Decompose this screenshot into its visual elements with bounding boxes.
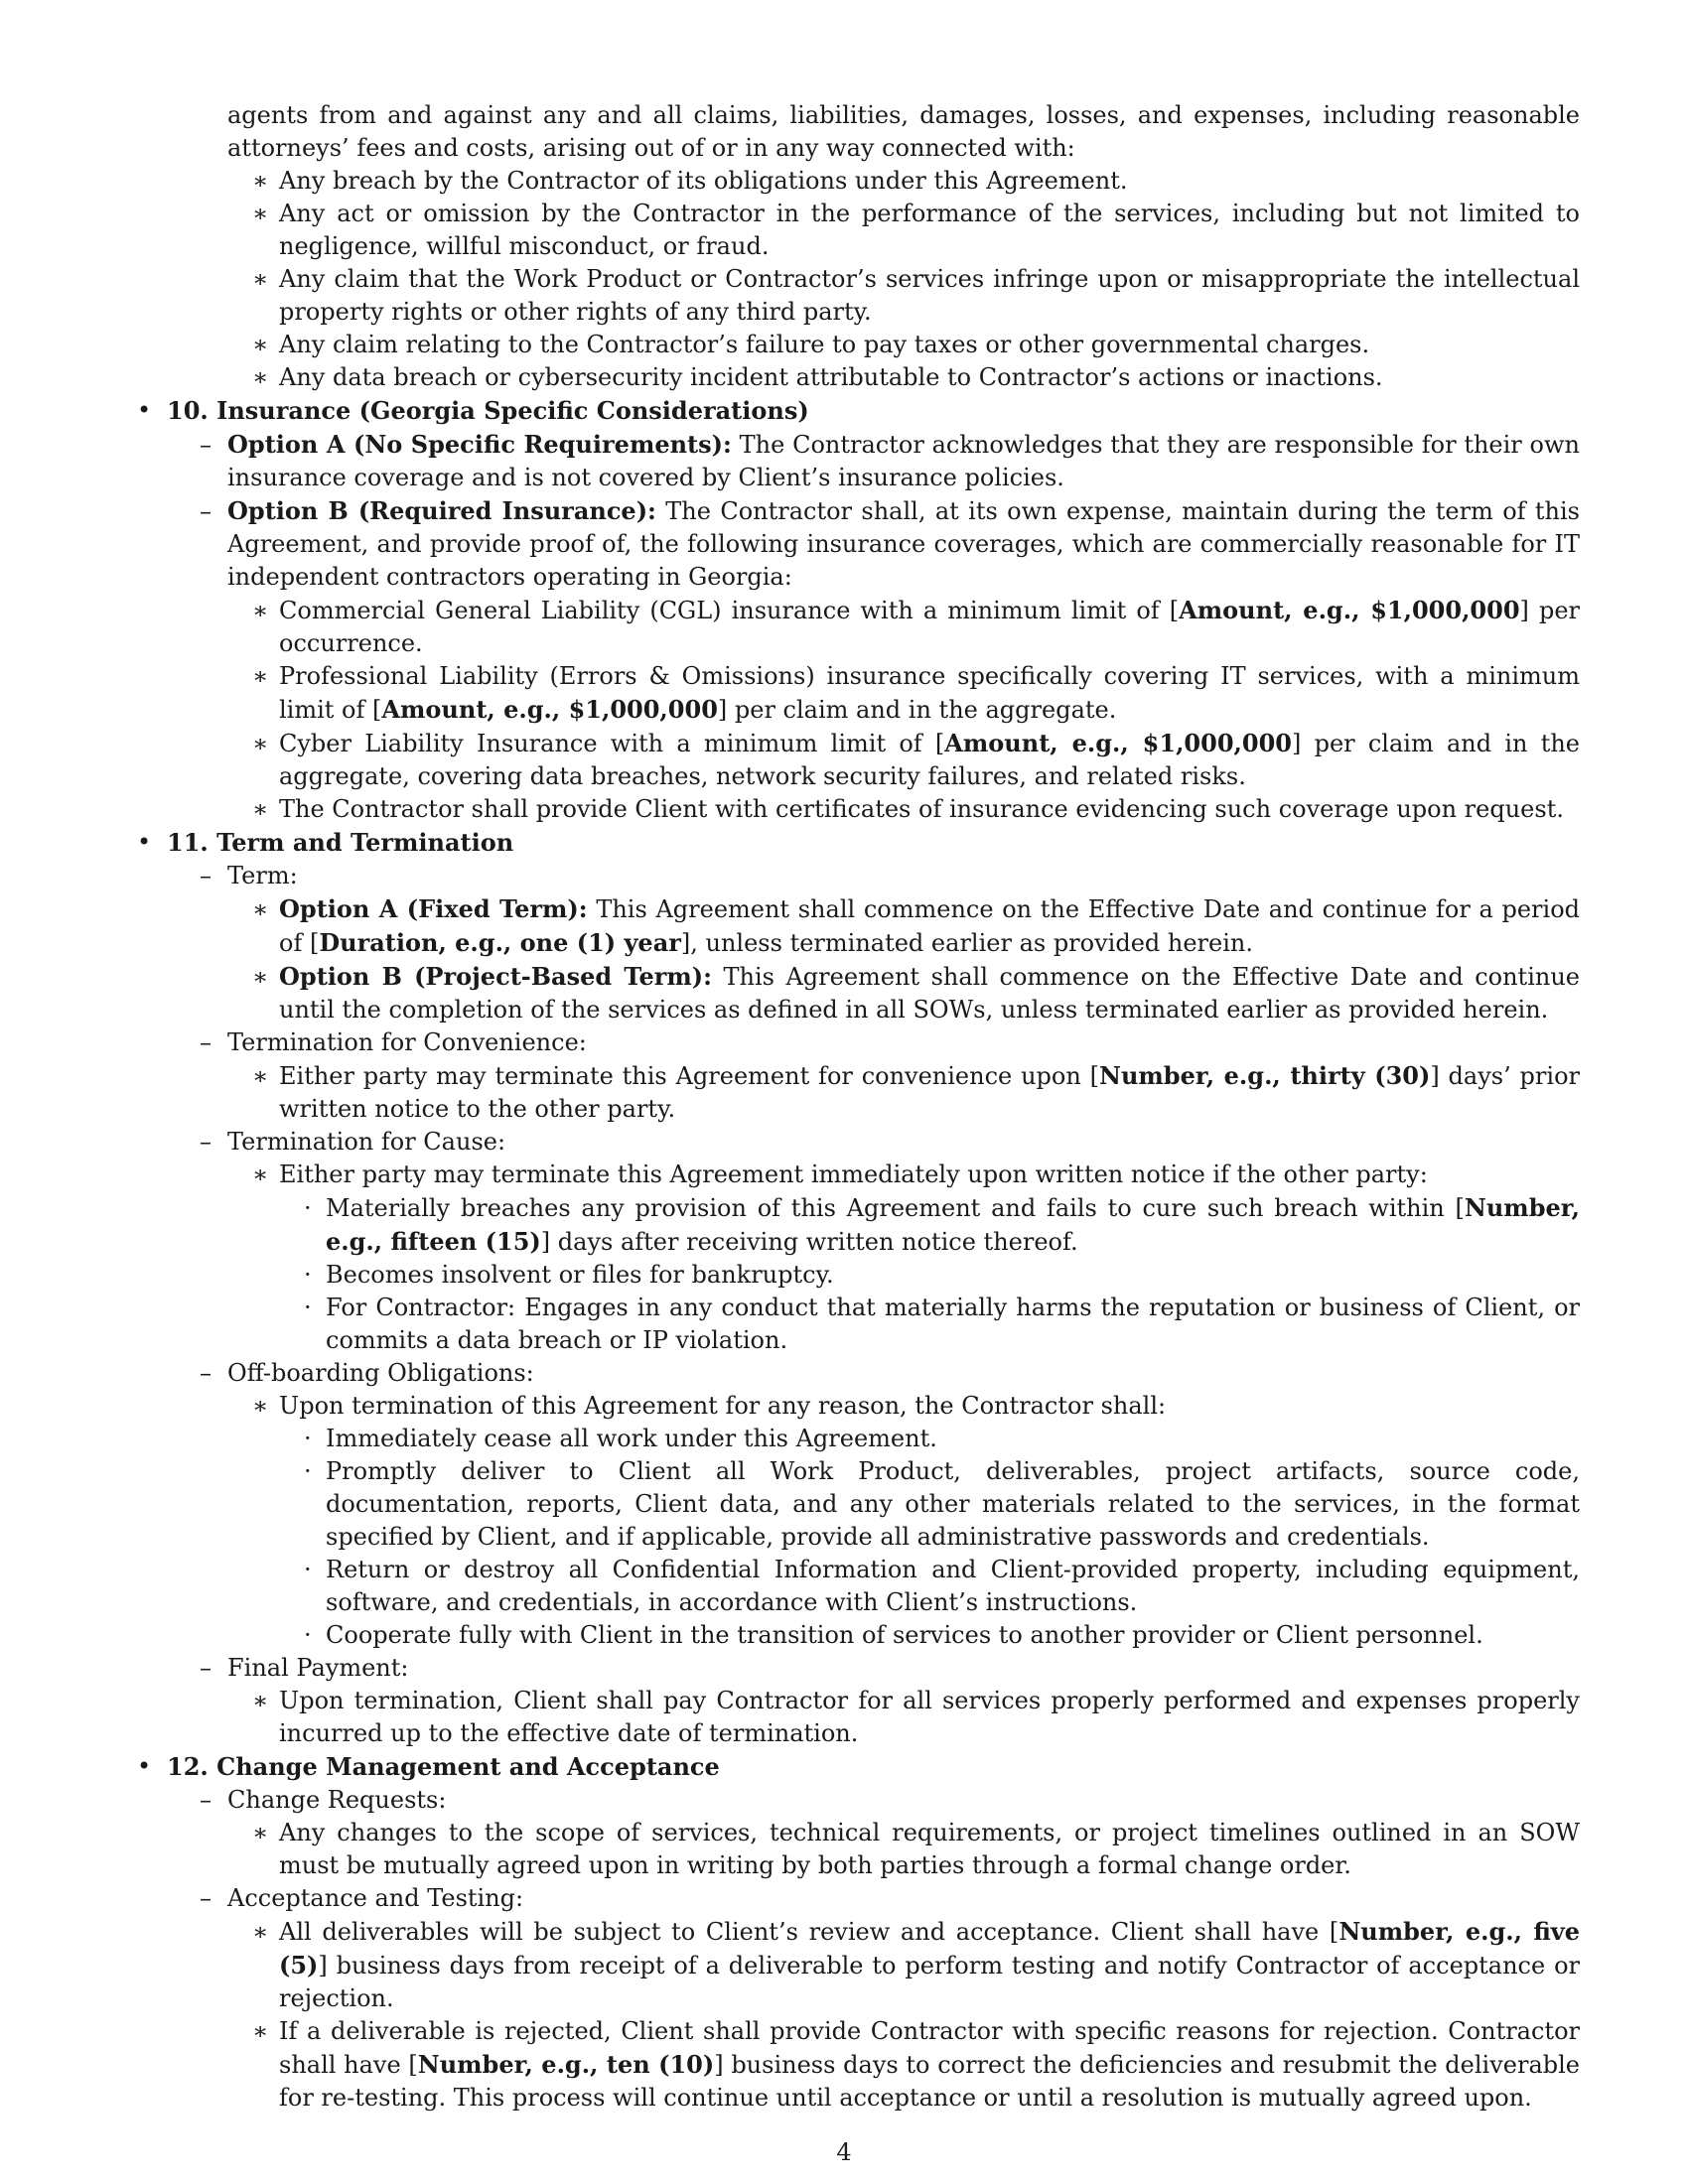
list-item: ∗ Option A (Fixed Term): This Agreement shall commence on the Effective Date and continue for a period of [Duration, e.g., one (1) year], unless terminated earlier as provided herein.: [252, 894, 1581, 957]
indemnity-continuation: agents from and against any and all claims, liabilities, damages, losses, and expenses, including reasonable attorneys’ fees and costs, arising out of or in any way connected with:: [227, 101, 1580, 162]
list-item: ∗ Commercial General Liability (CGL) insurance with a minimum limit of [Amount, e.g., $1,000,000] per occurrence.: [252, 596, 1581, 657]
list-item: ∗ Any act or omission by the Contractor in the performance of the services, including but not limited to negligence, willful misconduct, or fraud.: [252, 200, 1580, 260]
insurance-option-b: – Option B (Required Insurance): The Contractor shall, at its own expense, maintain during the term of this Agreement, and provide proof of, the following insurance coverages, which are commercially reasonable for IT independent contractors operating in Georgia:: [200, 496, 1580, 591]
list-item: ∗ If a deliverable is rejected, Client shall provide Contractor with specific reasons for rejection. Contractor shall have [Number, e.g., ten (10)] business days to correct the deficiencies and resubmit the deliverable for re-testing. This process will continue until acceptance or until a resolution is mutually agreed upon.: [252, 2017, 1580, 2112]
section-10-heading: • 10. Insurance (Georgia Specific Considerations): [137, 396, 809, 425]
bullet-icon: •: [137, 396, 152, 424]
list-item: ∗ Professional Liability (Errors & Omissions) insurance specifically covering IT services, with a minimum limit of [Amount, e.g., $1,000,000] per claim and in the aggregate.: [252, 662, 1580, 724]
list-item: ∗ Any claim relating to the Contractor’s failure to pay taxes or other governmental charges.: [252, 331, 1370, 358]
termination-convenience-label: – Termination for Convenience:: [200, 1028, 587, 1056]
list-item: · Cooperate fully with Client in the transition of services to another provider or Client personnel.: [304, 1621, 1483, 1649]
list-item: · For Contractor: Engages in any conduct that materially harms the reputation or business of Client, or commits a data breach or IP violation.: [304, 1294, 1580, 1354]
list-item: ∗ Cyber Liability Insurance with a minimum limit of [Amount, e.g., $1,000,000] per claim and in the aggregate, covering data breaches, network security failures, and related risks.: [252, 729, 1580, 790]
list-item: ∗ Upon termination, Client shall pay Contractor for all services properly performed and expenses properly incurred up to the effective date of termination.: [252, 1687, 1580, 1747]
document-body: [0, 99, 1688, 2115]
insurance-option-a: – Option A (No Specific Requirements): The Contractor acknowledges that they are responsible for their own insurance coverage and is not covered by Client’s insurance policies.: [200, 430, 1580, 491]
list-item: · Immediately cease all work under this Agreement.: [304, 1425, 937, 1452]
list-item: ∗ Upon termination of this Agreement for any reason, the Contractor shall:: [252, 1392, 1167, 1420]
list-item: ∗ Either party may terminate this Agreement for convenience upon [Number, e.g., thirty (30)] days’ prior written notice to the other party.: [252, 1061, 1580, 1123]
section-11-heading: • 11. Term and Termination: [137, 828, 514, 857]
list-item: · Promptly deliver to Client all Work Product, deliverables, project artifacts, source code, documentation, reports, Client data, and any other materials related to the services, in the format specified by Client, and if applicable, provide all administrative passwords and credentials.: [304, 1457, 1580, 1551]
list-item: ∗ Any claim that the Work Product or Contractor’s services infringe upon or misappropriate the intellectual property rights or other rights of any third party.: [252, 265, 1580, 326]
final-payment-label: – Final Payment:: [200, 1654, 409, 1682]
list-item: ∗ Any changes to the scope of services, technical requirements, or project timelines outlined in an SOW must be mutually agreed upon in writing by both parties through a formal change order.: [252, 1819, 1580, 1879]
term-label: – Term:: [200, 862, 298, 889]
change-requests-label: – Change Requests:: [200, 1786, 447, 1814]
termination-cause-label: – Termination for Cause:: [200, 1128, 506, 1156]
list-item: ∗ Either party may terminate this Agreement immediately upon written notice if the other party:: [252, 1160, 1428, 1188]
list-item: · Becomes insolvent or files for bankruptcy.: [304, 1261, 834, 1289]
bullet-icon: •: [137, 828, 152, 856]
list-item: · Return or destroy all Confidential Information and Client-provided property, including equipment, software, and credentials, in accordance with Client’s instructions.: [304, 1556, 1580, 1616]
bullet-icon: •: [137, 1752, 152, 1780]
offboarding-label: – Off-boarding Obligations:: [200, 1359, 534, 1387]
section-12-heading: • 12. Change Management and Acceptance: [137, 1752, 720, 1781]
list-item: ∗ Option B (Project-Based Term): This Agreement shall commence on the Effective Date and continue until the completion of the services as defined in all SOWs, unless terminated earlier as provided herein.: [252, 962, 1580, 1024]
acceptance-testing-label: – Acceptance and Testing:: [200, 1884, 524, 1912]
page-number: 4: [836, 2138, 852, 2166]
list-item: ∗ Any breach by the Contractor of its obligations under this Agreement.: [252, 167, 1128, 195]
list-item: ∗ Any data breach or cybersecurity incident attributable to Contractor’s actions or inactions.: [252, 363, 1383, 391]
list-item: ∗ All deliverables will be subject to Client’s review and acceptance. Client shall have [Number, e.g., five (5)] business days from receipt of a deliverable to perform testing and notify Contractor of acceptance or rejection.: [252, 1917, 1581, 2012]
list-item: ∗ The Contractor shall provide Client with certificates of insurance evidencing such coverage upon request.: [252, 795, 1564, 823]
list-item: · Materially breaches any provision of this Agreement and fails to cure such breach within [Number, e.g., fifteen (15)] days after receiving written notice thereof.: [304, 1193, 1580, 1256]
